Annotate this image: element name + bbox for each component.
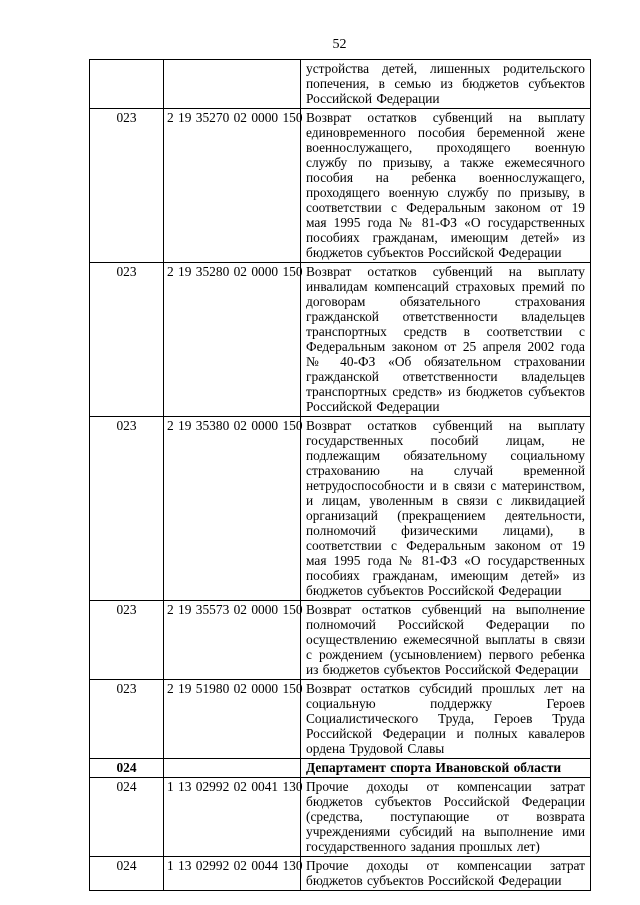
table-row <box>90 417 591 601</box>
admin-code-cell: 024 <box>90 778 164 857</box>
table-row <box>90 60 591 109</box>
table-row <box>90 263 591 417</box>
table-row <box>90 601 591 680</box>
description-cell: Возврат остатков субвенций на выплату инвалидам компенсаций страховых премий по договорам обязательного страхования гражданской ответственности владельцев транспортных средств в соответствии с Федеральным законом от 25 апреля 2002 года № 40-ФЗ «Об обязательном страховании гражданской ответственности владельцев транспортных средств» из бюджетов субъектов Российской Федерации <box>301 263 591 417</box>
page-number: 52 <box>332 37 347 52</box>
table-row <box>90 778 591 857</box>
description-cell: Департамент спорта Ивановской области <box>301 759 591 778</box>
admin-code-cell <box>90 60 164 109</box>
classification-code-cell <box>164 60 301 109</box>
admin-code-cell: 023 <box>90 680 164 759</box>
classification-code-cell: 1 13 02992 02 0044 130 <box>164 857 301 891</box>
classification-code-cell <box>164 759 301 778</box>
description-cell: Возврат остатков субсидий прошлых лет на социальную поддержку Героев Социалистического Труда, Героев Труда Российской Федерации и полных кавалеров ордена Трудовой Славы <box>301 680 591 759</box>
description-cell: устройства детей, лишенных родительского попечения, в семью из бюджетов субъектов Российской Федерации <box>301 60 591 109</box>
admin-code-cell: 024 <box>90 759 164 778</box>
classification-code-cell: 2 19 35573 02 0000 150 <box>164 601 301 680</box>
classification-code-cell: 2 19 51980 02 0000 150 <box>164 680 301 759</box>
admin-code-cell: 024 <box>90 857 164 891</box>
classification-code-cell: 1 13 02992 02 0041 130 <box>164 778 301 857</box>
budget-table-body <box>90 60 591 891</box>
description-cell: Возврат остатков субвенций на выплату единовременного пособия беременной жене военнослужащего, проходящего военную службу по призыву, а также ежемесячного пособия на ребенка военнослужащего, проходящего военную службу по призыву, в соответствии с Федеральным законом от 19 мая 1995 года № 81-ФЗ «О государственных пособиях гражданам, имеющим детей» из бюджетов субъектов Российской Федерации <box>301 109 591 263</box>
description-cell: Прочие доходы от компенсации затрат бюджетов субъектов Российской Федерации (средства, поступающие от возврата учреждениями субсидий на выполнение ими государственного задания прошлых лет) <box>301 778 591 857</box>
admin-code-cell: 023 <box>90 109 164 263</box>
budget-codes-table <box>89 59 591 891</box>
admin-code-cell: 023 <box>90 417 164 601</box>
classification-code-cell: 2 19 35270 02 0000 150 <box>164 109 301 263</box>
table-row <box>90 680 591 759</box>
table-row <box>90 109 591 263</box>
classification-code-cell: 2 19 35280 02 0000 150 <box>164 263 301 417</box>
description-cell: Прочие доходы от компенсации затрат бюджетов субъектов Российской Федерации <box>301 857 591 891</box>
admin-code-cell: 023 <box>90 263 164 417</box>
table-row <box>90 857 591 891</box>
description-cell: Возврат остатков субвенций на выплату государственных пособий лицам, не подлежащим обязательному социальному страхованию на случай временной нетрудоспособности и в связи с материнством, и лицам, уволенным в связи с ликвидацией организаций (прекращением деятельности, полномочий физическими лицами), в соответствии с Федеральным законом от 19 мая 1995 года № 81-ФЗ «О государственных пособиях гражданам, имеющим детей» из бюджетов субъектов Российской Федерации <box>301 417 591 601</box>
admin-code-cell: 023 <box>90 601 164 680</box>
description-cell: Возврат остатков субвенций на выполнение полномочий Российской Федерации по осуществлению ежемесячной выплаты в связи с рождением (усыновлением) первого ребенка из бюджетов субъектов Российской Федерации <box>301 601 591 680</box>
table-row <box>90 759 591 778</box>
classification-code-cell: 2 19 35380 02 0000 150 <box>164 417 301 601</box>
